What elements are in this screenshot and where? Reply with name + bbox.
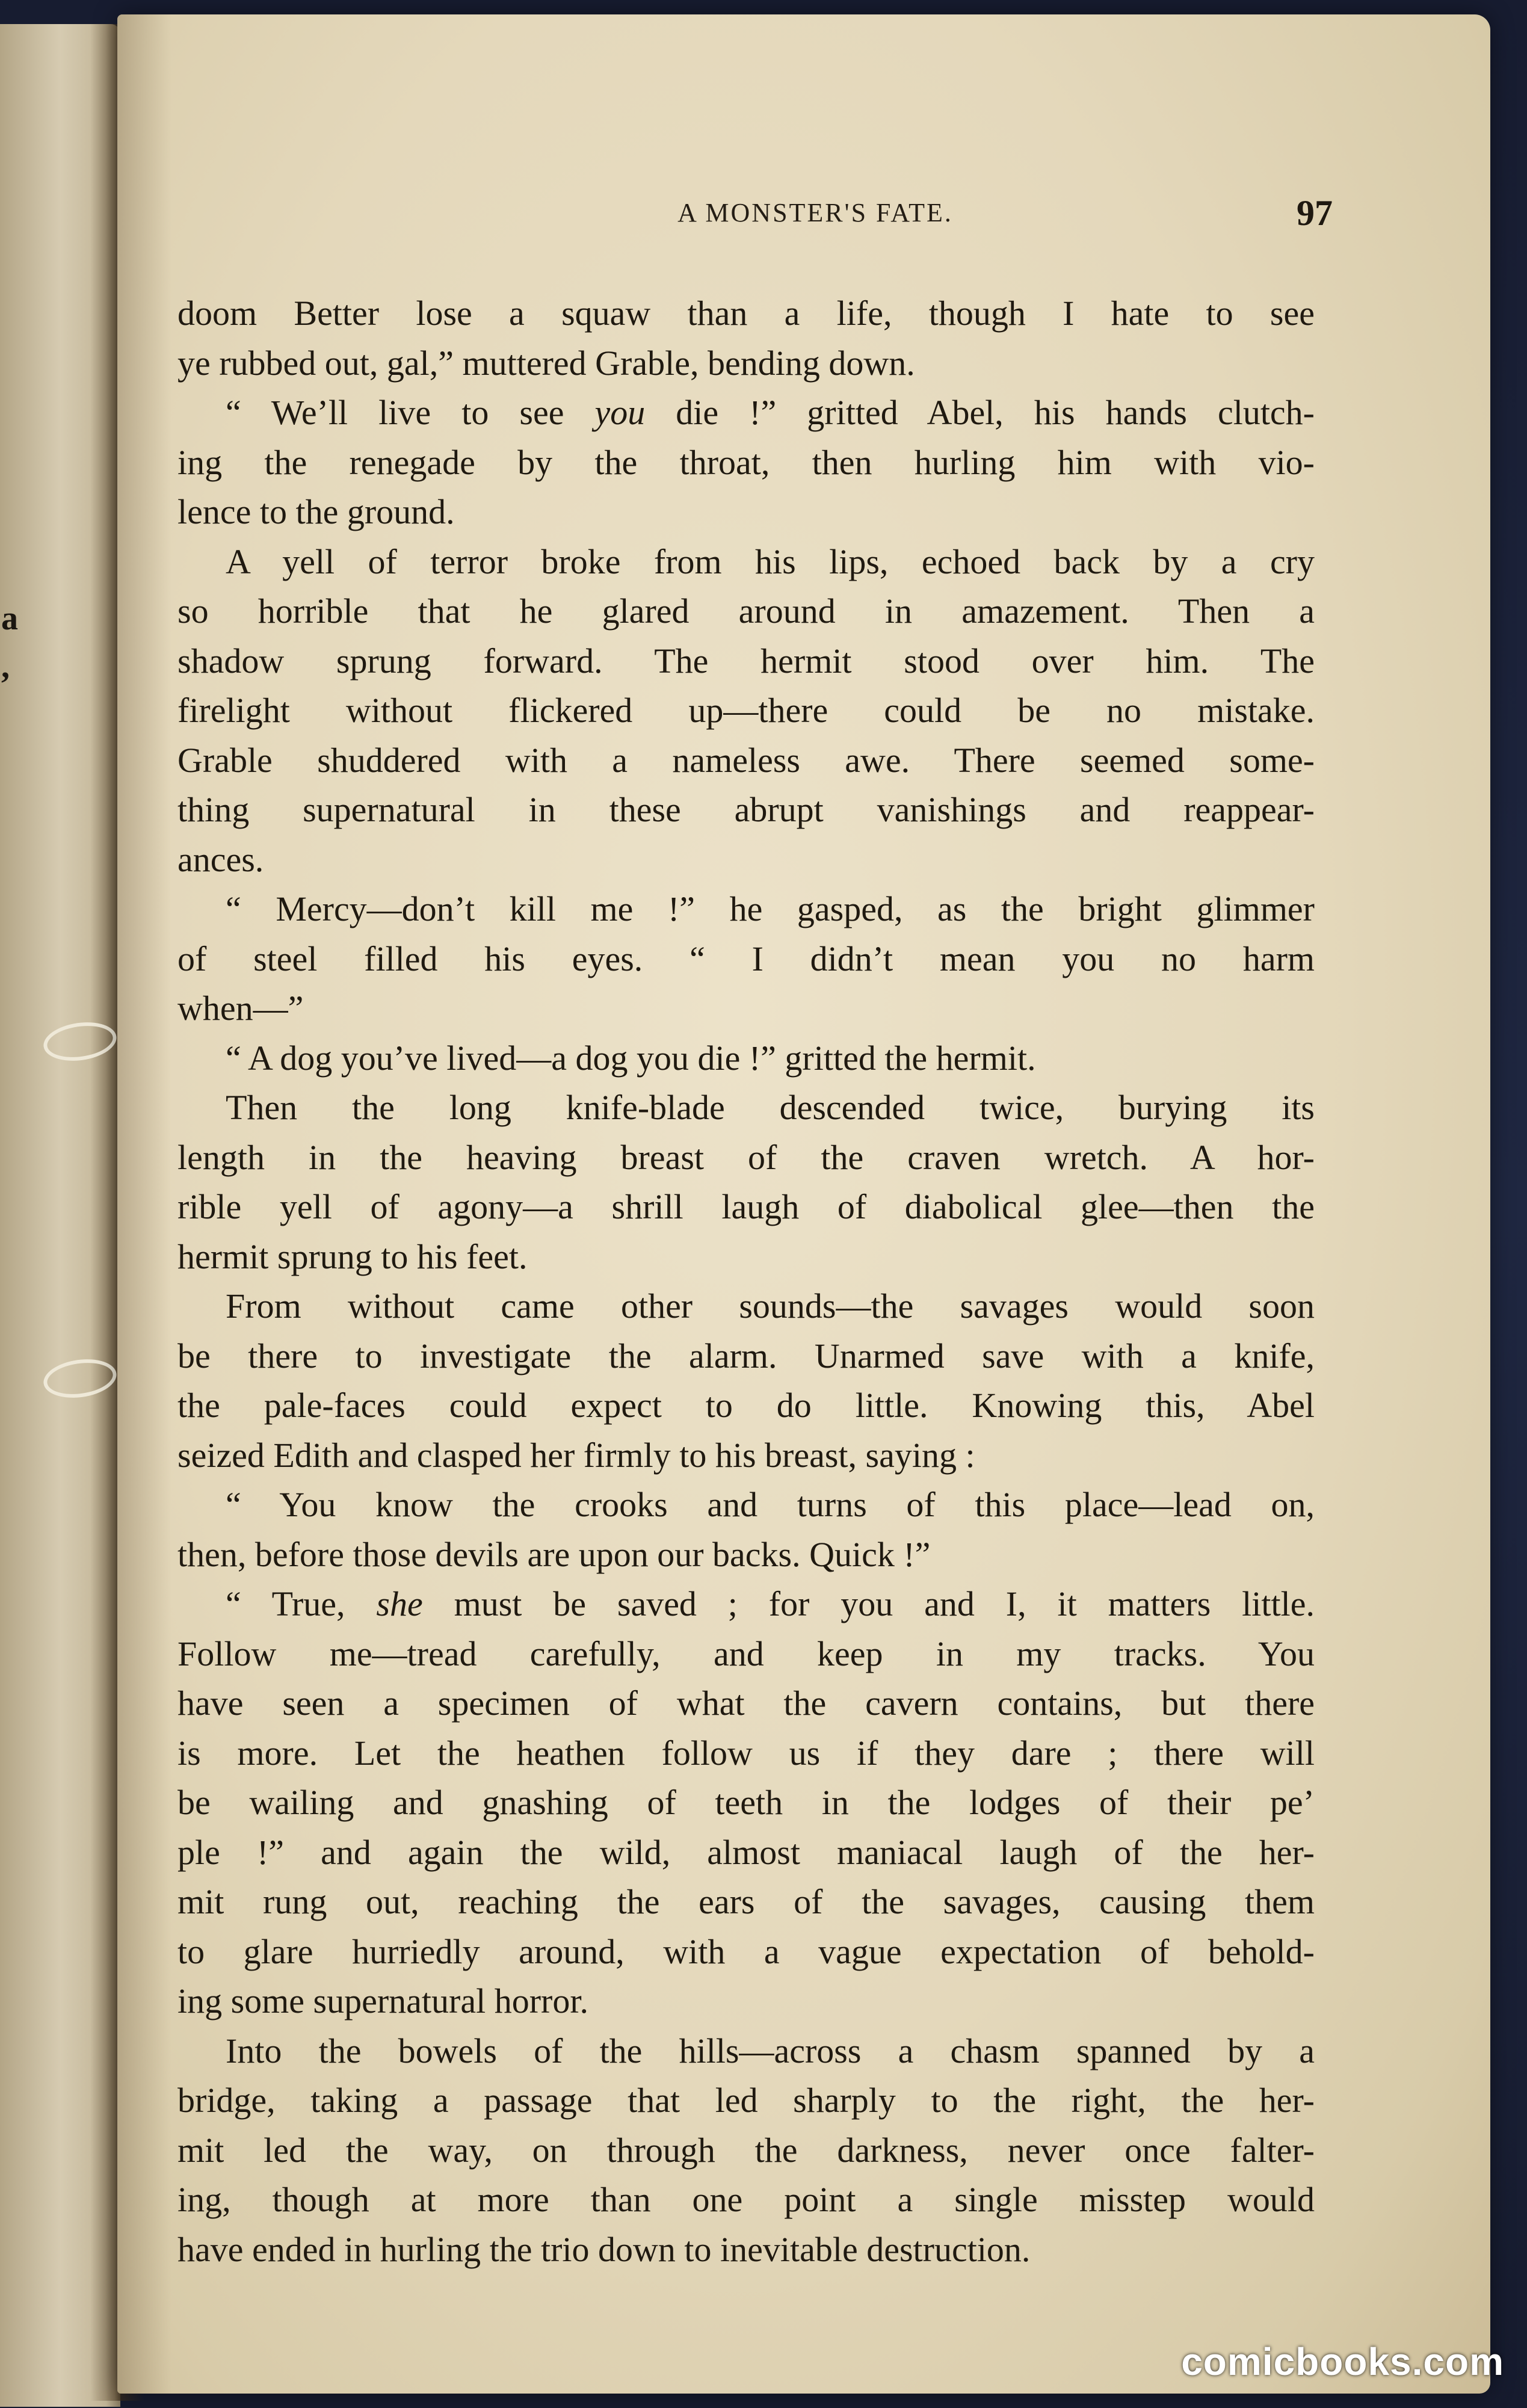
text-span: “ We’ll live to see: [226, 393, 595, 432]
book-page: [117, 14, 1490, 2394]
text-line: [177, 735, 1315, 786]
text-span: the pale-faces could expect to do little. Knowing this, Abel: [177, 1386, 1315, 1425]
text-span: hermit sprung to his feet.: [177, 1236, 528, 1276]
text-span: ple !” and again the wild, almost maniacal laugh of the her-: [177, 1832, 1315, 1872]
text-line: [226, 1281, 1315, 1332]
text-span: then, before those devils are upon our backs. Quick !”: [177, 1534, 931, 1574]
text-span: Grable shuddered with a nameless awe. There seemed some-: [177, 740, 1315, 780]
text-line: [177, 1430, 1315, 1481]
running-head: A MONSTER'S FATE.: [677, 198, 953, 227]
text-line: [177, 2075, 1315, 2126]
text-span: have ended in hurling the trio down to inevitable destruction.: [177, 2229, 1031, 2269]
italic-word: she: [376, 1584, 423, 1623]
text-span: ing the renegade by the throat, then hurling him with vio-: [177, 442, 1315, 482]
text-line: [177, 2175, 1315, 2225]
text-span: doom Better lose a squaw than a life, though I hate to see: [177, 294, 1315, 333]
watermark: comicbooks.com: [1181, 2340, 1504, 2383]
text-line: [177, 1678, 1315, 1729]
text-line: [177, 1530, 1315, 1580]
text-span: be wailing and gnashing of teeth in the lodges of their pe’: [177, 1783, 1315, 1822]
text-span: bridge, taking a passage that led sharply to the right, the her-: [177, 2081, 1315, 2120]
text-span: Then the long knife-blade descended twice, burying its: [226, 1088, 1315, 1127]
text-line: [177, 636, 1315, 687]
text-line: [177, 487, 1315, 537]
text-span: have seen a specimen of what the cavern contains, but there: [177, 1684, 1315, 1723]
text-span: A yell of terror broke from his lips, echoed back by a cry: [226, 542, 1315, 581]
text-span: ing some supernatural horror.: [177, 1981, 588, 2021]
text-line: [177, 1877, 1315, 1927]
text-span: mit rung out, reaching the ears of the savages, causing them: [177, 1882, 1315, 1921]
text-span: From without came other sounds—the savages would soon: [226, 1286, 1315, 1326]
text-line: [177, 1232, 1315, 1282]
text-span: to glare hurriedly around, with a vague expectation of behold-: [177, 1931, 1315, 1971]
text-line: [177, 338, 1315, 389]
text-span: “ You know the crooks and turns of this place—lead on,: [226, 1485, 1315, 1524]
text-span: of steel filled his eyes. “ I didn’t mean you no harm: [177, 939, 1315, 978]
text-line: [226, 387, 1315, 438]
text-line: [177, 2125, 1315, 2176]
text-line: [177, 685, 1315, 736]
left-page-edge-char: ,: [1, 648, 10, 685]
text-span: “ True,: [226, 1584, 377, 1623]
text-line: [226, 1082, 1315, 1133]
text-line: [177, 1182, 1315, 1232]
text-line: [226, 884, 1315, 934]
text-span: thing supernatural in these abrupt vanishings and reappear-: [177, 790, 1315, 829]
left-page-edge-char: a: [1, 600, 18, 637]
text-line: [177, 586, 1315, 637]
text-line: [177, 1827, 1315, 1878]
text-span: must be saved ; for you and I, it matters little.: [422, 1584, 1315, 1623]
text-span: ances.: [177, 839, 264, 879]
page-number: 97: [1297, 193, 1333, 233]
text-line: [226, 1579, 1315, 1629]
text-span: Follow me—tread carefully, and keep in my tracks. You: [177, 1634, 1315, 1673]
text-line: [177, 437, 1315, 488]
text-line: [226, 537, 1315, 587]
text-line: [177, 1777, 1315, 1828]
text-span: “ A dog you’ve lived—a dog you die !” gritted the hermit.: [226, 1038, 1036, 1078]
text-span: Into the bowels of the hills—across a chasm spanned by a: [226, 2031, 1315, 2070]
text-line: [177, 983, 1315, 1034]
text-line: [177, 1629, 1315, 1679]
text-span: be there to investigate the alarm. Unarmed save with a knife,: [177, 1336, 1315, 1375]
text-span: length in the heaving breast of the craven wretch. A hor-: [177, 1137, 1315, 1177]
text-line: [177, 2224, 1315, 2275]
body-text: [177, 288, 1315, 2274]
text-line: [177, 288, 1315, 339]
text-line: [177, 1132, 1315, 1183]
text-span: when—”: [177, 989, 304, 1028]
page-header: [117, 189, 1490, 237]
text-span: ye rubbed out, gal,” muttered Grable, bending down.: [177, 343, 915, 383]
text-span: firelight without flickered up—there could be no mistake.: [177, 691, 1315, 730]
text-line: [177, 835, 1315, 885]
text-span: rible yell of agony—a shrill laugh of diabolical glee—then the: [177, 1187, 1315, 1226]
text-span: lence to the ground.: [177, 492, 455, 531]
text-line: [226, 1480, 1315, 1530]
text-span: so horrible that he glared around in amazement. Then a: [177, 591, 1315, 631]
text-span: shadow sprung forward. The hermit stood over him. The: [177, 641, 1315, 681]
text-line: [226, 2026, 1315, 2076]
text-line: [177, 1331, 1315, 1382]
text-line: [177, 1927, 1315, 1977]
italic-word: you: [594, 393, 646, 432]
text-line: [177, 1728, 1315, 1779]
text-line: [177, 934, 1315, 984]
text-line: [177, 1976, 1315, 2027]
text-span: “ Mercy—don’t kill me !” he gasped, as the bright glimmer: [226, 889, 1315, 928]
text-span: ing, though at more than one point a single misstep would: [177, 2180, 1315, 2219]
text-span: seized Edith and clasped her firmly to his breast, saying :: [177, 1435, 975, 1475]
text-span: mit led the way, on through the darkness, never once falter-: [177, 2130, 1315, 2170]
text-span: is more. Let the heathen follow us if they dare ; there will: [177, 1733, 1315, 1773]
text-span: die !” gritted Abel, his hands clutch-: [645, 393, 1315, 432]
text-line: [226, 1033, 1315, 1084]
text-line: [177, 785, 1315, 835]
text-line: [177, 1380, 1315, 1431]
